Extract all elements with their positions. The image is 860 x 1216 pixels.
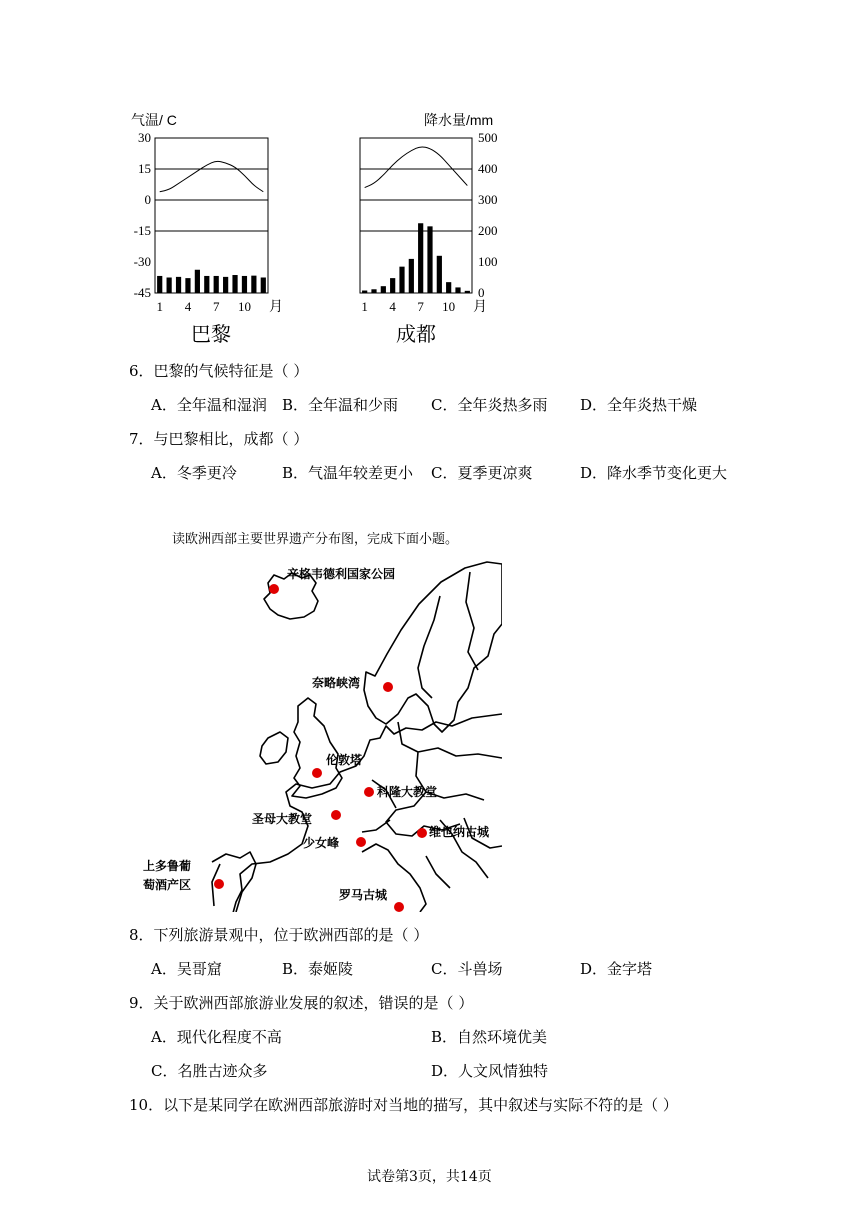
heritage-marker (417, 828, 427, 838)
heritage-marker (214, 879, 224, 889)
paris-precip-bar (195, 270, 200, 293)
temp-tick-label: -30 (133, 254, 151, 269)
map-label-fjord: 奈略峡湾 (312, 676, 361, 690)
paris-month-tick: 1 (156, 299, 163, 314)
chengdu-precip-bar (381, 286, 386, 293)
precip-ticks (478, 130, 498, 300)
map-label-notre-dame: 圣母大教堂 (252, 812, 313, 826)
europe-heritage-map (140, 556, 502, 912)
map-label-douro-2: 萄酒产区 (143, 878, 192, 892)
chengdu-precip-bar (362, 291, 367, 293)
chengdu-precip-bar (418, 223, 423, 293)
chengdu-precip-bar (371, 289, 376, 293)
paris-precip-bar (223, 277, 228, 293)
paris-precip-bar (214, 276, 219, 293)
chengdu-precip-bar (437, 256, 442, 293)
map-label-thingvellir: 辛格韦德利国家公园 (287, 567, 396, 581)
question-6-stem: 6．巴黎的气候特征是（ ） (129, 362, 309, 380)
paris-month-tick: 7 (212, 299, 220, 314)
map-markers (214, 584, 427, 912)
chengdu-month-tick: 月 (473, 300, 487, 315)
chengdu-month-tick: 7 (417, 299, 424, 314)
paris-precip-bar (204, 276, 209, 293)
chengdu-precip-bar (427, 226, 432, 293)
chengdu-precip-bar (399, 267, 404, 293)
heritage-marker (394, 902, 404, 912)
question-8-option-a: A．吴哥窟 (151, 960, 222, 978)
paris-month-tick: 4 (184, 299, 192, 314)
sweden-border (418, 596, 440, 698)
question-10-stem: 10．以下是某同学在欧洲西部旅游时对当地的描写，其中叙述与实际不符的是（ ） (129, 1096, 678, 1114)
climate-charts-svg (120, 128, 510, 318)
chengdu-frame (360, 138, 472, 293)
paris-precip-bar (167, 278, 172, 294)
temp-tick-label: 30 (138, 130, 151, 145)
question-8-stem: 8．下列旅游景观中，位于欧洲西部的是（ ） (129, 926, 429, 944)
central-europe-borders (362, 722, 502, 836)
paris-precip-bar (261, 278, 266, 294)
question-9-option-b: B．自然环境优美 (431, 1028, 548, 1046)
great-britain-outline (292, 698, 342, 798)
chengdu-climate-chart (360, 138, 487, 315)
chengdu-month-tick: 10 (442, 299, 456, 314)
chengdu-precip-bar (409, 259, 414, 293)
chengdu-month-tick: 1 (361, 299, 368, 314)
question-8-option-b: B．泰姬陵 (282, 960, 354, 978)
precip-tick-label: 100 (478, 254, 498, 269)
question-7-stem: 7．与巴黎相比，成都（ ） (129, 430, 309, 448)
paris-month-tick: 10 (237, 299, 251, 314)
question-8-option-d: D．金字塔 (580, 960, 653, 978)
temp-tick-label: 15 (138, 161, 151, 176)
paris-climate-chart (155, 138, 283, 315)
ireland-outline (260, 732, 288, 764)
paris-precip-bar (157, 276, 162, 293)
precip-tick-label: 200 (478, 223, 498, 238)
question-7-option-a: A．冬季更冷 (151, 464, 237, 482)
map-label-vienna: 维也纳古城 (429, 825, 490, 839)
question-8-option-c: C．斗兽场 (431, 960, 503, 978)
chengdu-precip-bar (390, 278, 395, 293)
question-7-option-b: B．气温年较差更小 (282, 464, 414, 482)
heritage-marker (331, 810, 341, 820)
precip-tick-label: 0 (478, 285, 485, 300)
map-label-cologne-cathedral: 科隆大教堂 (377, 785, 438, 799)
question-9-stem: 9．关于欧洲西部旅游业发展的叙述，错误的是（ ） (129, 994, 474, 1012)
temp-tick-label: 0 (144, 192, 151, 207)
heritage-marker (364, 787, 374, 797)
map-label-jungfrau: 少女峰 (303, 836, 340, 850)
paris-label: 巴黎 (191, 322, 231, 346)
question-9-option-a: A．现代化程度不高 (151, 1028, 282, 1046)
paris-precip-bar (185, 278, 190, 293)
map-label-tower-of-london: 伦敦塔 (326, 753, 363, 767)
temp-axis-label: 气温/ C (131, 112, 177, 128)
map-label-douro-1: 上多鲁葡 (143, 859, 192, 873)
paris-precip-bar (242, 276, 247, 293)
map-intro-text: 读欧洲西部主要世界遗产分布图，完成下面小题。 (172, 532, 459, 547)
question-6-option-a: A．全年温和湿润 (151, 396, 267, 414)
temp-tick-label: -15 (133, 223, 151, 238)
chengdu-temp-line (365, 147, 468, 188)
question-9-option-c: C．名胜古迹众多 (151, 1062, 268, 1080)
paris-frame (155, 138, 268, 293)
precip-tick-label: 400 (478, 161, 498, 176)
question-6-option-b: B．全年温和少雨 (282, 396, 399, 414)
scandinavia-outline (364, 562, 502, 732)
chengdu-precip-bar (455, 287, 460, 293)
page-footer: 试卷第3页，共14页 (367, 1169, 492, 1185)
heritage-marker (312, 768, 322, 778)
chengdu-precip-bar (465, 291, 470, 293)
question-9-option-d: D．人文风情独特 (431, 1062, 549, 1080)
paris-precip-bar (232, 275, 237, 293)
precip-tick-label: 500 (478, 130, 498, 145)
map-label-rome: 罗马古城 (339, 888, 388, 902)
paris-temp-line (160, 161, 264, 191)
question-6-option-c: C．全年炎热多雨 (431, 396, 548, 414)
finland-border (466, 572, 478, 670)
heritage-marker (383, 682, 393, 692)
temp-tick-label: -45 (133, 285, 151, 300)
chengdu-label: 成都 (396, 322, 436, 346)
precip-axis-label: 降水量/mm (424, 112, 494, 128)
chengdu-precip-bar (446, 282, 451, 293)
question-7-option-c: C．夏季更凉爽 (431, 464, 533, 482)
question-6-option-d: D．全年炎热干燥 (580, 396, 698, 414)
chengdu-month-tick: 4 (389, 299, 396, 314)
question-7-option-d: D．降水季节变化更大 (580, 464, 728, 482)
heritage-marker (356, 837, 366, 847)
paris-precip-bar (176, 277, 181, 293)
precip-tick-label: 300 (478, 192, 498, 207)
temp-ticks (134, 130, 151, 300)
paris-precip-bar (251, 276, 256, 293)
heritage-marker (269, 584, 279, 594)
paris-month-tick: 月 (269, 300, 283, 315)
